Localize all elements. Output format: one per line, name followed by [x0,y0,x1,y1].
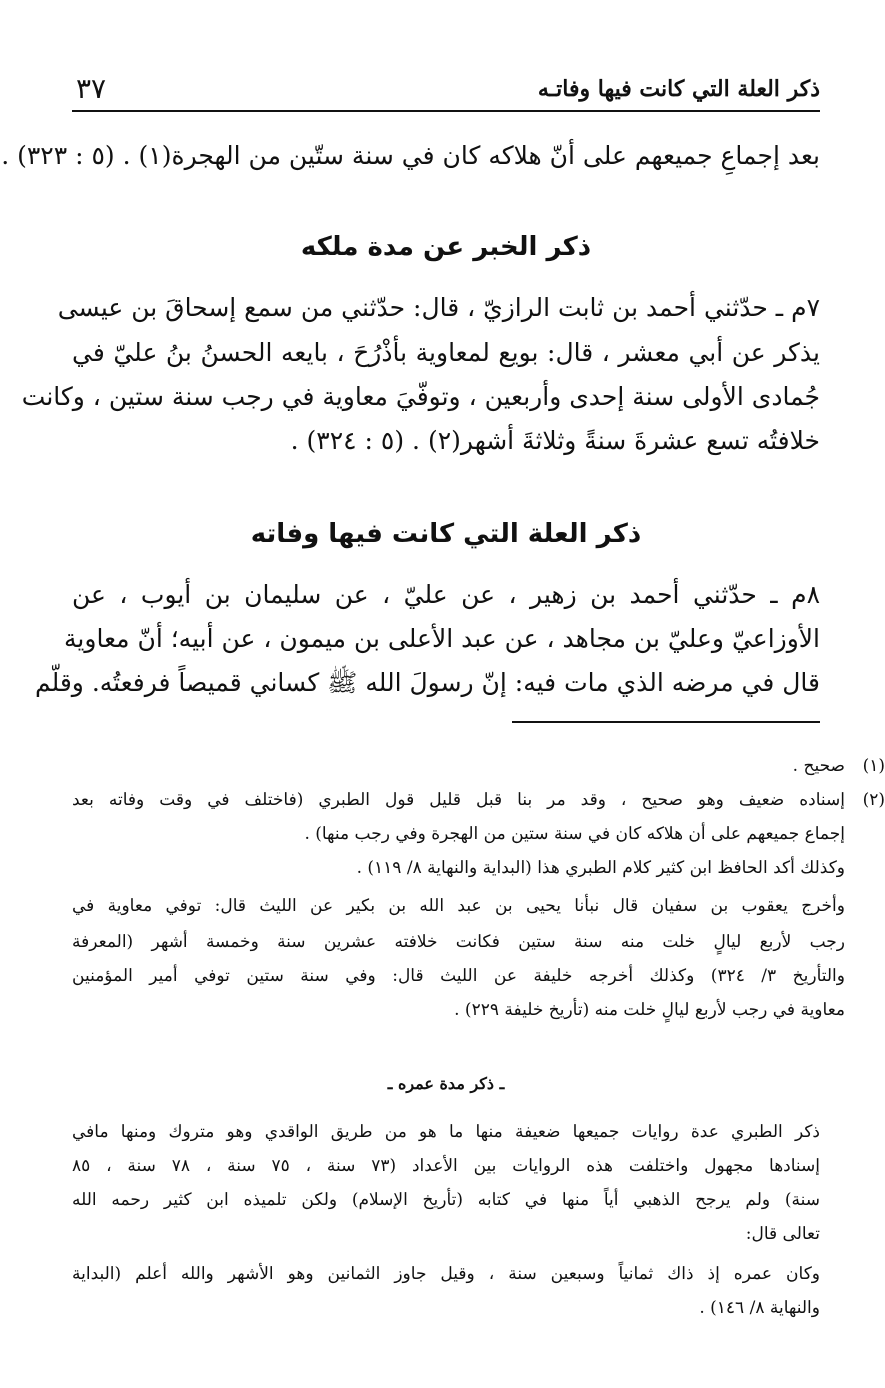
section-heading-illness: ذكر العلة التي كانت فيها وفاته [250,519,642,549]
footnote-line: إجماع جميعهم على أن هلاكه كان في سنة ستين من الهجرة وفي رجب منها) . [304,824,845,844]
page-number: ٣٧ [76,72,107,105]
note-line: تعالى قال: [745,1224,820,1244]
footnote-line: والتأريخ ٣/ ٣٢٤) وكذلك أخرجه خليفة عن الليث قال: وفي سنة ستين توفي أمير المؤمنين [72,966,845,986]
intro-line: بعد إجماعِ جميعهم على أنّ هلاكه كان في سنة ستّين من الهجرة(١) . (٥ : ٣٢٣) . [1,141,820,170]
footnote-divider [512,721,820,723]
footnote-number: (١) [862,756,885,776]
paragraph-line: خلافتُه تسع عشرةَ سنةً وثلاثةَ أشهر(٢) . (٥ : ٣٢٤) . [290,426,820,455]
footnote-line: معاوية في رجب لأربع ليالٍ خلت منه (تأريخ خليفة ٢٢٩) . [454,1000,845,1020]
footnote-line: رجب لأربع ليالٍ خلت منه سنة ستين فكانت خلافته عشرين سنة وخمسة أشهر (المعرفة [72,932,845,952]
paragraph-line: ٧م ـ حدّثني أحمد بن ثابت الرازيّ ، قال: حدّثني من سمع إسحاقَ بن عيسى [57,293,820,322]
note-line: سنة) ولم يرجح الذهبي أياً منها في كتابه (تأريخ الإسلام) ولكن تلميذه ابن كثير رحمه الله [72,1190,820,1210]
paragraph-line: جُمادى الأولى سنة إحدى وأربعين ، وتوفّيَ معاوية في رجب سنة ستين ، وكانت [21,382,820,411]
section-heading-reign: ذكر الخبر عن مدة ملكه [300,232,592,262]
paragraph-line: قال في مرضه الذي مات فيه: إنّ رسولَ الله ﷺ كساني قميصاً فرفعتُه. وقلّم [34,668,820,697]
footnote-line: وكذلك أكد الحافظ ابن كثير كلام الطبري هذا (البداية والنهاية ٨/ ١١٩) . [356,858,845,878]
note-line: وكان عمره إذ ذاك ثمانياً وسبعين سنة ، وقيل جاوز الثمانين وهو الأشهر والله أعلم (البداية [72,1264,820,1284]
footnote-line: إسناده ضعيف وهو صحيح ، وقد مر بنا قبل قليل قول الطبري (فاختلف في وقت وفاته بعد [72,790,845,810]
footnote-line: صحيح . [792,756,845,776]
note-heading: ـ ذكر مدة عمره ـ [387,1074,505,1093]
paragraph-line: ٨م ـ حدّثني أحمد بن زهير ، عن عليّ ، عن سليمان بن أيوب ، عن [72,580,820,609]
footnote-number: (٢) [862,790,885,810]
paragraph-line: يذكر عن أبي معشر ، قال: بويع لمعاوية بأذْرُحَ ، بايعه الحسنُ بنُ عليّ في [72,338,820,367]
page-header [72,70,820,112]
note-line: ذكر الطبري عدة روايات جميعها ضعيفة منها ما هو من طريق الواقدي وهو متروك ومنها مافي [72,1122,820,1142]
note-line: إسنادها مجهول واختلفت هذه الروايات بين الأعداد (٧٣ سنة ، ٧٥ سنة ، ٧٨ سنة ، ٨٥ [72,1156,821,1176]
footnote-line: وأخرج يعقوب بن سفيان قال نبأنا يحيى بن عبد الله بن بكير عن الليث قال: توفي معاوية في [72,896,845,916]
paragraph-line: الأوزاعيّ وعليّ بن مجاهد ، عن عبد الأعلى بن ميمون ، عن أبيه؛ أنّ معاوية [64,624,820,653]
running-title: ذكر العلة التي كانت فيها وفاتـه [537,76,820,102]
note-line: والنهاية ٨/ ١٤٦) . [699,1298,820,1318]
